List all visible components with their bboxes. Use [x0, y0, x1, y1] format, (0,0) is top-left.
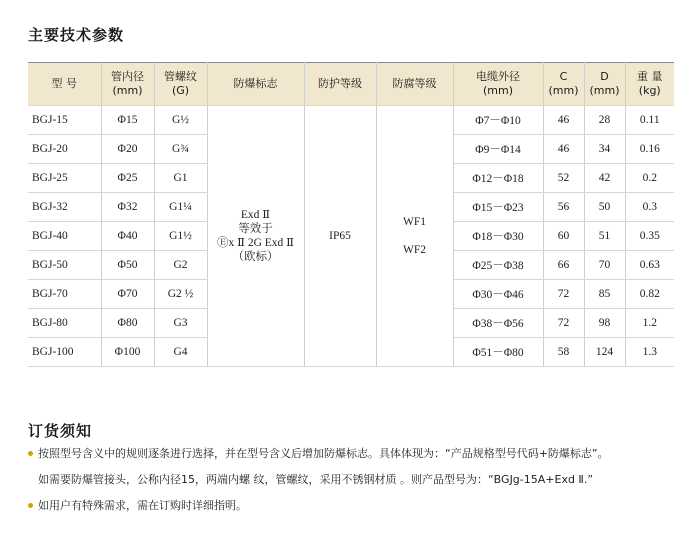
header-cable: 电缆外径 (mm)	[453, 63, 543, 106]
cell-model: BGJ-80	[28, 309, 101, 338]
order-notes-title: 订货须知	[28, 422, 93, 440]
cell-thread: G3	[154, 309, 207, 338]
cell-diameter: Φ15	[101, 106, 154, 135]
cell-cable: Φ30－Φ46	[453, 280, 543, 309]
cell-cable: Φ51－Φ80	[453, 338, 543, 367]
cell-thread: G1	[154, 164, 207, 193]
cell-model: BGJ-15	[28, 106, 101, 135]
cell-d: 34	[584, 135, 625, 164]
header-protection: 防护等级	[304, 63, 376, 106]
order-notes	[28, 447, 688, 525]
cell-c: 60	[543, 222, 584, 251]
table-row	[28, 106, 674, 135]
cell-d: 50	[584, 193, 625, 222]
cell-weight: 0.16	[625, 135, 674, 164]
cell-weight: 1.2	[625, 309, 674, 338]
list-item	[28, 473, 688, 499]
cell-c: 56	[543, 193, 584, 222]
cell-c: 58	[543, 338, 584, 367]
cell-protection: IP65	[304, 106, 376, 367]
header-thread: 管螺纹 (G)	[154, 63, 207, 106]
cell-diameter: Φ20	[101, 135, 154, 164]
cell-c: 66	[543, 251, 584, 280]
cell-d: 98	[584, 309, 625, 338]
bullet-icon	[28, 451, 33, 456]
note-text: 如需要防爆管接头，公称内径15，两端内螺 纹，管螺纹，采用不锈钢材质 。则产品型号为：“BGJg-15A+Exd Ⅱ.”	[38, 473, 594, 486]
cell-model: BGJ-32	[28, 193, 101, 222]
cell-cable: Φ7－Φ10	[453, 106, 543, 135]
cell-d: 42	[584, 164, 625, 193]
cell-weight: 0.35	[625, 222, 674, 251]
cell-weight: 0.3	[625, 193, 674, 222]
cell-model: BGJ-100	[28, 338, 101, 367]
header-diameter: 管内径 (mm)	[101, 63, 154, 106]
cell-weight: 0.11	[625, 106, 674, 135]
cell-cable: Φ15－Φ23	[453, 193, 543, 222]
cell-diameter: Φ80	[101, 309, 154, 338]
cell-d: 51	[584, 222, 625, 251]
cell-model: BGJ-20	[28, 135, 101, 164]
cell-explosion-mark: Exd Ⅱ 等效于 Ⓔx Ⅱ 2G Exd Ⅱ （欧标）	[207, 106, 304, 367]
header-model: 型 号	[28, 63, 101, 106]
cell-cable: Φ12－Φ18	[453, 164, 543, 193]
cell-diameter: Φ100	[101, 338, 154, 367]
cell-weight: 0.63	[625, 251, 674, 280]
list-item	[28, 499, 688, 525]
spec-table	[28, 62, 674, 367]
cell-thread: G½	[154, 106, 207, 135]
cell-d: 124	[584, 338, 625, 367]
header-weight: 重 量 (kg)	[625, 63, 674, 106]
cell-diameter: Φ32	[101, 193, 154, 222]
cell-d: 70	[584, 251, 625, 280]
cell-weight: 1.3	[625, 338, 674, 367]
cell-d: 28	[584, 106, 625, 135]
cell-thread: G¾	[154, 135, 207, 164]
cell-weight: 0.2	[625, 164, 674, 193]
cell-thread: G2	[154, 251, 207, 280]
cell-d: 85	[584, 280, 625, 309]
cell-model: BGJ-50	[28, 251, 101, 280]
cell-cable: Φ38－Φ56	[453, 309, 543, 338]
cell-c: 46	[543, 106, 584, 135]
cell-cable: Φ18－Φ30	[453, 222, 543, 251]
bullet-icon	[28, 503, 33, 508]
header-explosion: 防爆标志	[207, 63, 304, 106]
note-text: 按照型号含义中的规则逐条进行选择，并在型号含义后增加防爆标志。具体体现为：“产品规格型号代码+防爆标志”。	[38, 447, 609, 460]
cell-diameter: Φ70	[101, 280, 154, 309]
header-c: C (mm)	[543, 63, 584, 106]
note-text: 如用户有特殊需求，需在订购时详细指明。	[38, 499, 247, 512]
header-d: D (mm)	[584, 63, 625, 106]
cell-diameter: Φ40	[101, 222, 154, 251]
list-item	[28, 447, 688, 473]
cell-model: BGJ-25	[28, 164, 101, 193]
table-header-row	[28, 63, 674, 106]
cell-cable: Φ25－Φ38	[453, 251, 543, 280]
cell-thread: G1¼	[154, 193, 207, 222]
cell-diameter: Φ50	[101, 251, 154, 280]
cell-corrosion: WF1 WF2	[376, 106, 453, 367]
header-corrosion: 防腐等级	[376, 63, 453, 106]
cell-weight: 0.82	[625, 280, 674, 309]
cell-model: BGJ-40	[28, 222, 101, 251]
cell-c: 46	[543, 135, 584, 164]
cell-thread: G4	[154, 338, 207, 367]
cell-thread: G1½	[154, 222, 207, 251]
cell-model: BGJ-70	[28, 280, 101, 309]
cell-thread: G2 ½	[154, 280, 207, 309]
spec-title: 主要技术参数	[28, 26, 125, 44]
cell-cable: Φ9－Φ14	[453, 135, 543, 164]
cell-diameter: Φ25	[101, 164, 154, 193]
cell-c: 72	[543, 280, 584, 309]
cell-c: 52	[543, 164, 584, 193]
cell-c: 72	[543, 309, 584, 338]
